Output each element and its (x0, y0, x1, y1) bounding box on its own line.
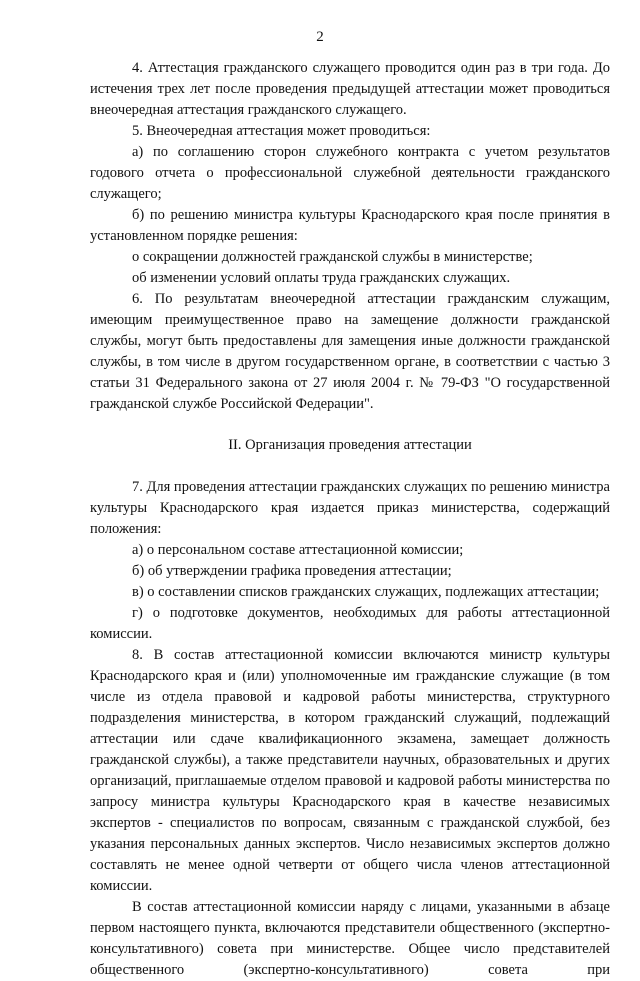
paragraph-7b: б) об утверждении графика проведения аттестации; (132, 563, 452, 579)
paragraph-7: 7. Для проведения аттестации гражданских служащих по решению министра культуры Краснодарского края издается приказ министерства, содержащий положения: (90, 479, 610, 537)
paragraph-7g: г) о подготовке документов, необходимых для работы аттестационной комиссии. (90, 605, 610, 642)
paragraph-7a: а) о персональном составе аттестационной комиссии; (132, 542, 464, 558)
section-heading: II. Организация проведения аттестации (228, 437, 472, 453)
paragraph-7v: в) о составлении списков гражданских служащих, подлежащих аттестации; (132, 584, 600, 600)
paragraph-4: 4. Аттестация гражданского служащего проводится один раз в три года. До истечения трех лет после проведения предыдущей аттестации может проводиться внеочередная аттестация гражданского служащего. (90, 60, 610, 118)
paragraph-6: 6. По результатам внеочередной аттестации гражданским служащим, имеющим преимущественное право на замещение должности гражданской службы, могут быть предоставлены для замещения иные должности гражданской службы, в том числе в другом государственном органе, в соответствии с частью 3 статьи 31 Федерального закона от 27 июля 2004 г. № 79-ФЗ "О государственной гражданской службе Российской Федерации". (90, 291, 610, 412)
paragraph-5: 5. Внеочередная аттестация может проводиться: (132, 123, 431, 139)
paragraph-5b-item-1: о сокращении должностей гражданской службы в министерстве; (132, 249, 533, 265)
paragraph-5b: б) по решению министра культуры Краснодарского края после принятия в установленном порядке решения: (90, 207, 610, 244)
page-number: 2 (316, 29, 324, 45)
paragraph-8: 8. В состав аттестационной комиссии включаются министр культуры Краснодарского края и (или) уполномоченные им гражданские служащие (в том числе из отдела правовой и кадровой работы министерства, структурного подразделения министерства, в котором гражданский служащий, подлежащий аттестации или сдаче квалификационного экзамена, замещает должность гражданской службы), а также представители научных, образовательных и других организаций, приглашаемые отделом правовой и кадровой работы министерства по запросу министра культуры Краснодарского края в качестве независимых экспертов - специалистов по вопросам, связанным с гражданской службой, без указания персональных данных экспертов. Число независимых экспертов должно составлять не менее одной четверти от общего числа членов аттестационной комиссии. (90, 647, 610, 894)
paragraph-8-continued: В состав аттестационной комиссии наряду с лицами, указанными в абзаце первом настоящего пункта, включаются представители общественного (экспертно-консультативного) совета при министерстве. Общее число представителей общественного (экспертно-консультативного) совета при (90, 899, 610, 978)
document-body (90, 58, 610, 981)
paragraph-5b-item-2: об изменении условий оплаты труда гражданских служащих. (132, 270, 511, 286)
paragraph-5a: а) по соглашению сторон служебного контракта с учетом результатов годового отчета о профессиональной служебной деятельности гражданского служащего; (90, 144, 610, 202)
